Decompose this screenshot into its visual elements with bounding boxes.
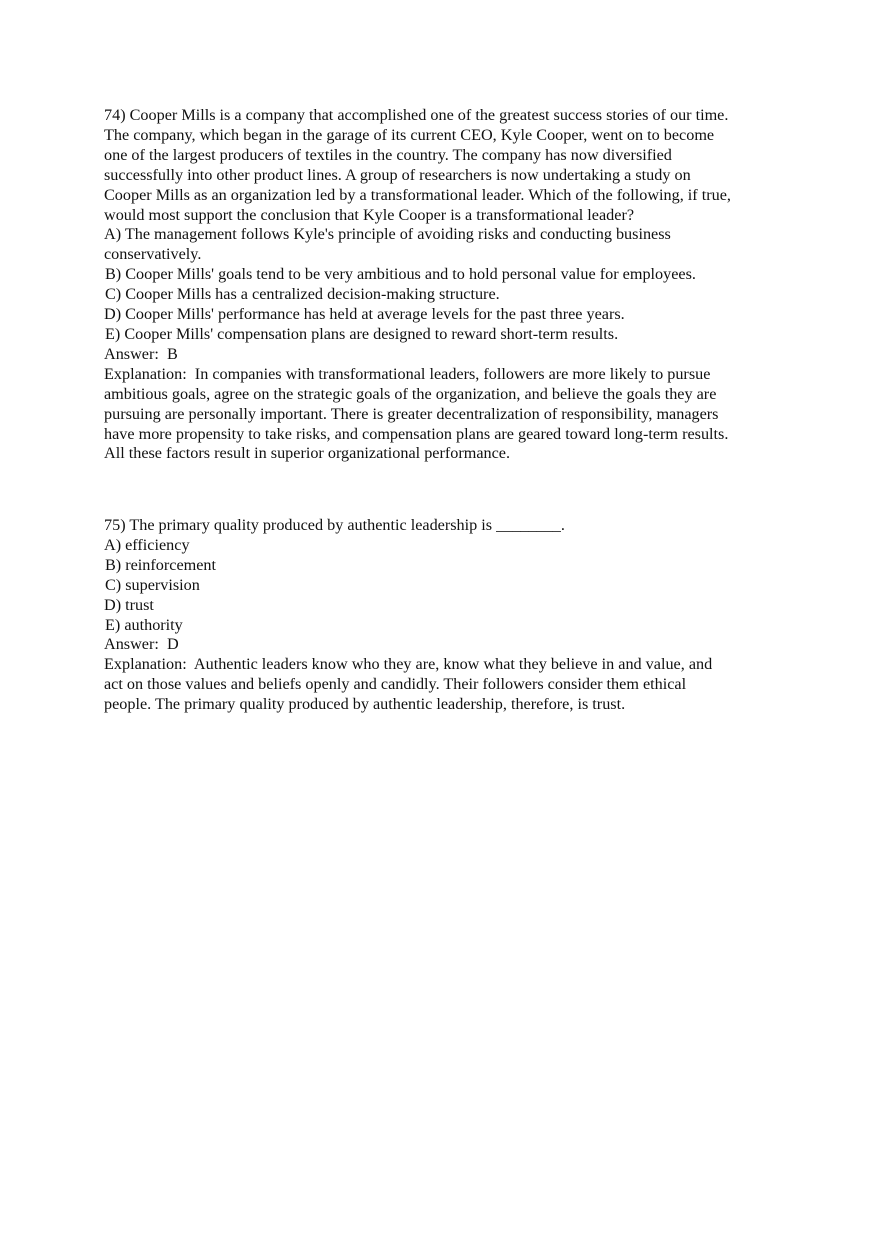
option-b: B) reinforcement — [105, 555, 217, 574]
option-d: D) Cooper Mills' performance has held at average levels for the past three years. — [104, 305, 625, 324]
option-a: A) efficiency — [104, 535, 190, 554]
question-75 — [104, 516, 784, 715]
option-a-continued: conservatively. — [104, 245, 202, 264]
option-c: C) Cooper Mills has a centralized decision-making structure. — [105, 285, 500, 304]
explanation-line: ambitious goals, agree on the strategic goals of the organization, and believe the goals they are — [104, 384, 717, 403]
answer: Answer: B — [104, 344, 178, 363]
question-stem-line: would most support the conclusion that Kyle Cooper is a transformational leader? — [104, 205, 635, 224]
question-stem-line: one of the largest producers of textiles in the country. The company has now diversified — [104, 145, 672, 164]
explanation-line: act on those values and beliefs openly and candidly. Their followers consider them ethical — [104, 675, 687, 694]
question-stem-line: 75) The primary quality produced by authentic leadership is ________. — [104, 516, 565, 534]
option-a: A) The management follows Kyle's principle of avoiding risks and conducting business — [104, 225, 671, 244]
explanation-line: Explanation: Authentic leaders know who they are, know what they believe in and value, and — [104, 655, 713, 674]
explanation-line: Explanation: In companies with transformational leaders, followers are more likely to pursue — [104, 364, 711, 383]
question-stem-line: The company, which began in the garage of its current CEO, Kyle Cooper, went on to become — [104, 125, 715, 144]
answer: Answer: D — [104, 635, 179, 654]
option-e: E) Cooper Mills' compensation plans are designed to reward short-term results. — [105, 324, 619, 343]
question-stem-line: Cooper Mills as an organization led by a transformational leader. Which of the following, if true, — [104, 185, 731, 204]
explanation-line: have more propensity to take risks, and compensation plans are geared toward long-term results. — [104, 424, 729, 443]
option-b: B) Cooper Mills' goals tend to be very ambitious and to hold personal value for employees. — [105, 265, 696, 284]
explanation-line: pursuing are personally important. There is greater decentralization of responsibility, managers — [104, 404, 719, 423]
question-stem-line: successfully into other product lines. A group of researchers is now undertaking a study on — [104, 165, 691, 184]
explanation-line: people. The primary quality produced by authentic leadership, therefore, is trust. — [104, 695, 626, 714]
explanation-line: All these factors result in superior organizational performance. — [104, 444, 511, 463]
question-74 — [104, 106, 784, 464]
option-c: C) supervision — [105, 575, 200, 594]
option-e: E) authority — [105, 615, 183, 634]
option-d: D) trust — [104, 595, 154, 614]
question-stem-line: 74) Cooper Mills is a company that accomplished one of the greatest success stories of our time. — [104, 106, 729, 124]
